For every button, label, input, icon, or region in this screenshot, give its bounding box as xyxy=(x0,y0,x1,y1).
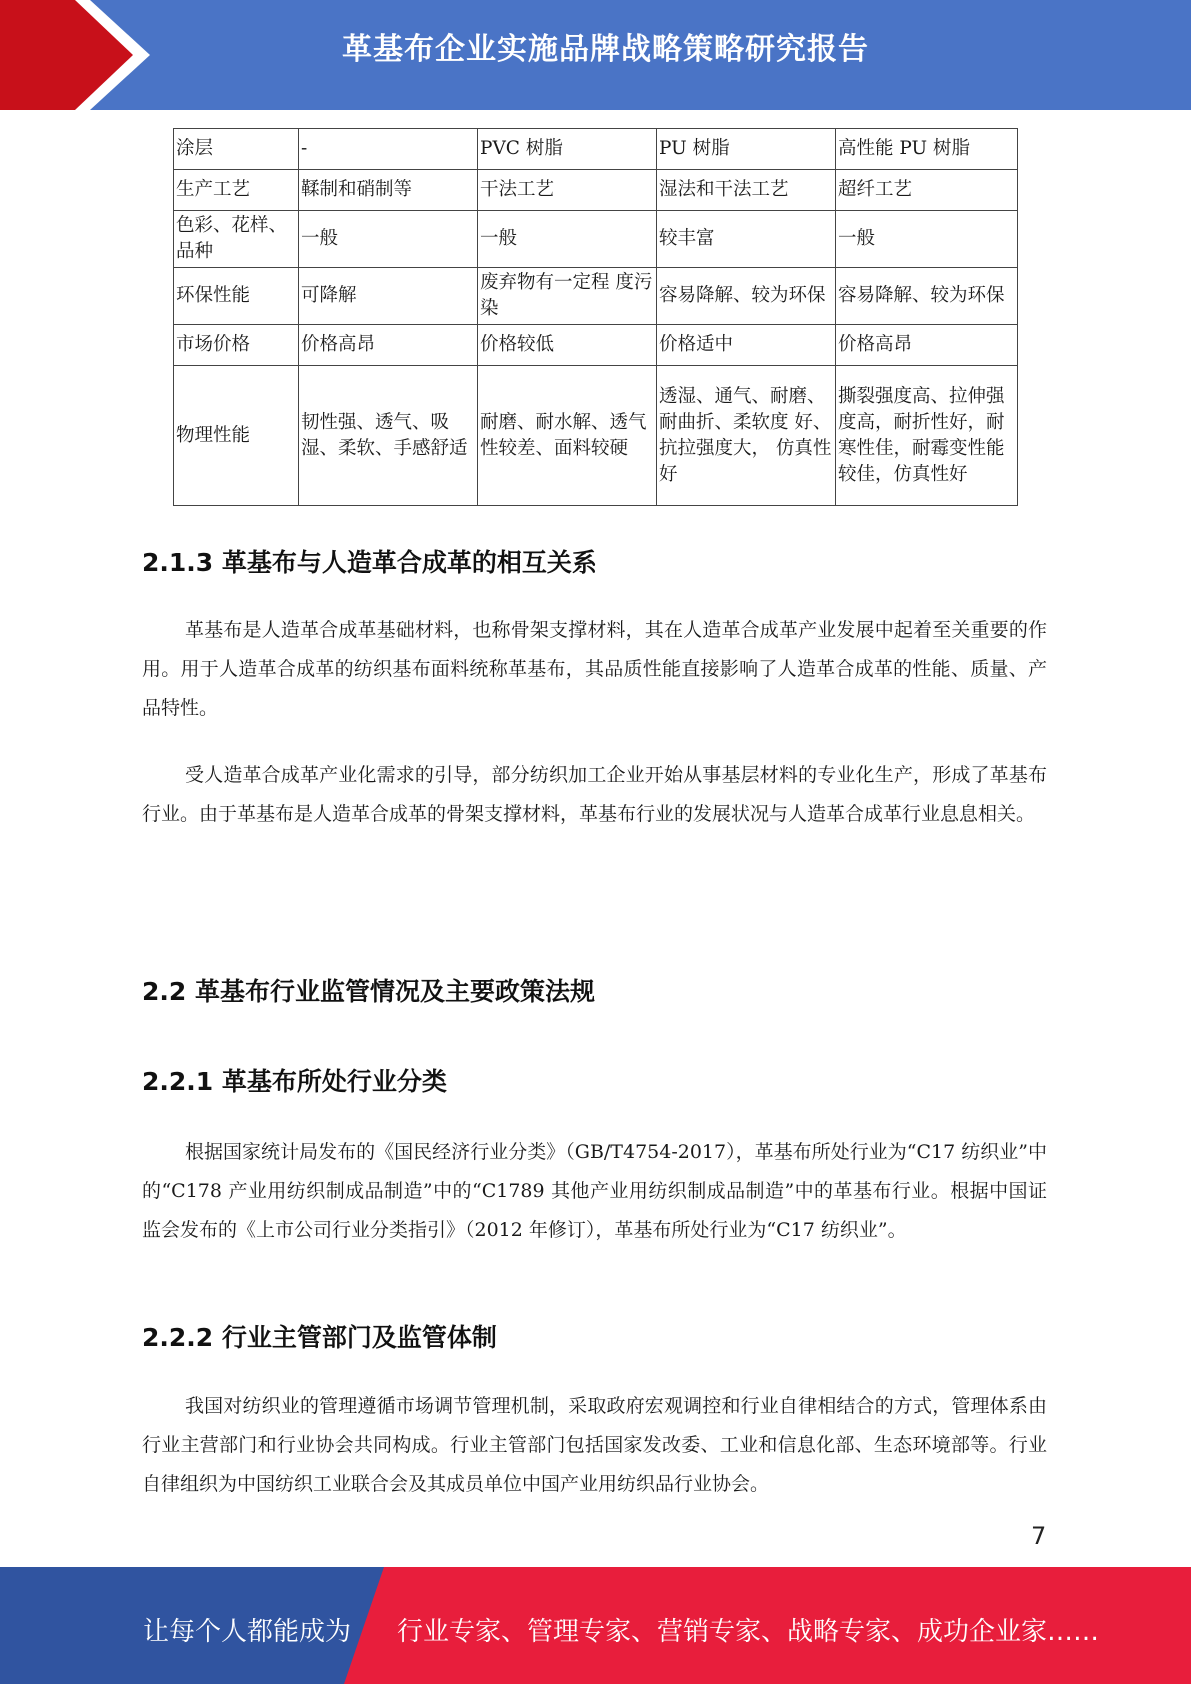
table-cell: 物理性能 xyxy=(174,366,299,506)
table-cell: 鞣制和硝制等 xyxy=(299,170,478,211)
table-cell: 撕裂强度高、拉伸强度高，耐折性好，耐寒性佳，耐霉变性能较佳，仿真性好 xyxy=(836,366,1018,506)
paragraph: 根据国家统计局发布的《国民经济行业分类》（GB/T4754-2017），革基布所处行业为“C17 纺织业”中的“C178 产业用纺织制成品制造”中的“C1789 其他产业用纺织制成品制造”中的革基布行业。根据中国证监会发布的《上市公司行业分类指引》（2012 年修订），革基布所处行业为“C17 纺织业”。 xyxy=(142,1141,1047,1241)
table-cell: 较丰富 xyxy=(657,211,836,268)
table-row xyxy=(174,325,1018,366)
table-cell: 韧性强、透气、吸湿、柔软、手感舒适 xyxy=(299,366,478,506)
table-row xyxy=(174,170,1018,211)
table-cell: 涂层 xyxy=(174,129,299,170)
page-footer xyxy=(0,1567,1191,1684)
table-cell: 环保性能 xyxy=(174,268,299,325)
table-cell: 一般 xyxy=(836,211,1018,268)
table-cell: 超纤工艺 xyxy=(836,170,1018,211)
table-cell: 容易降解、较为环保 xyxy=(836,268,1018,325)
table-cell: PVC 树脂 xyxy=(478,129,657,170)
table-cell: 一般 xyxy=(478,211,657,268)
table-cell: 湿法和干法工艺 xyxy=(657,170,836,211)
paragraph: 革基布是人造革合成革基础材料，也称骨架支撑材料，其在人造革合成革产业发展中起着至关重要的作用。用于人造革合成革的纺织基布面料统称革基布，其品质性能直接影响了人造革合成革的性能、质量、产品特性。 xyxy=(142,619,1047,719)
table-cell: 容易降解、较为环保 xyxy=(657,268,836,325)
table-row xyxy=(174,129,1018,170)
footer-slogan-right: 行业专家、管理专家、营销专家、战略专家、成功企业家…… xyxy=(397,1617,1100,1647)
section-heading-2-2-1: 2.2.1 革基布所处行业分类 xyxy=(142,1067,447,1096)
page-header xyxy=(0,0,1191,110)
comparison-table xyxy=(173,128,1018,506)
table-cell: PU 树脂 xyxy=(657,129,836,170)
table-cell: 耐磨、耐水解、透气性较差、面料较硬 xyxy=(478,366,657,506)
table-cell: 可降解 xyxy=(299,268,478,325)
table-cell: 市场价格 xyxy=(174,325,299,366)
table-cell: 透湿、通气、耐磨、 耐曲折、柔软度 好、抗拉强度大， 仿真性好 xyxy=(657,366,836,506)
table-cell: 价格高昂 xyxy=(836,325,1018,366)
report-title: 革基布企业实施品牌战略策略研究报告 xyxy=(342,32,869,67)
footer-slogan-left: 让每个人都能成为 xyxy=(143,1617,352,1647)
paragraph: 我国对纺织业的管理遵循市场调节管理机制，采取政府宏观调控和行业自律相结合的方式，管理体系由行业主营部门和行业协会共同构成。行业主管部门包括国家发改委、工业和信息化部、生态环境部等。行业自律组织为中国纺织工业联合会及其成员单位中国产业用纺织品行业协会。 xyxy=(142,1395,1047,1495)
section-heading-2-2-2: 2.2.2 行业主管部门及监管体制 xyxy=(142,1323,497,1352)
paragraph: 受人造革合成革产业化需求的引导，部分纺织加工企业开始从事基层材料的专业化生产，形成了革基布行业。由于革基布是人造革合成革的骨架支撑材料，革基布行业的发展状况与人造革合成革行业息息相关。 xyxy=(142,764,1047,825)
table-cell: 价格适中 xyxy=(657,325,836,366)
table-cell: 废弃物有一定程 度污染 xyxy=(478,268,657,325)
table-cell: 一般 xyxy=(299,211,478,268)
table-cell: 价格较低 xyxy=(478,325,657,366)
section-heading-2-2: 2.2 革基布行业监管情况及主要政策法规 xyxy=(142,977,595,1006)
table-cell: 色彩、花样、品种 xyxy=(174,211,299,268)
table-cell: 高性能 PU 树脂 xyxy=(836,129,1018,170)
table-cell: 干法工艺 xyxy=(478,170,657,211)
table-cell: 价格高昂 xyxy=(299,325,478,366)
section-heading-2-1-3: 2.1.3 革基布与人造革合成革的相互关系 xyxy=(142,548,597,577)
page-number: 7 xyxy=(1031,1522,1047,1550)
table-row xyxy=(174,268,1018,325)
table-row xyxy=(174,211,1018,268)
table-cell: 生产工艺 xyxy=(174,170,299,211)
table-row xyxy=(174,366,1018,506)
table-cell: - xyxy=(299,129,478,170)
